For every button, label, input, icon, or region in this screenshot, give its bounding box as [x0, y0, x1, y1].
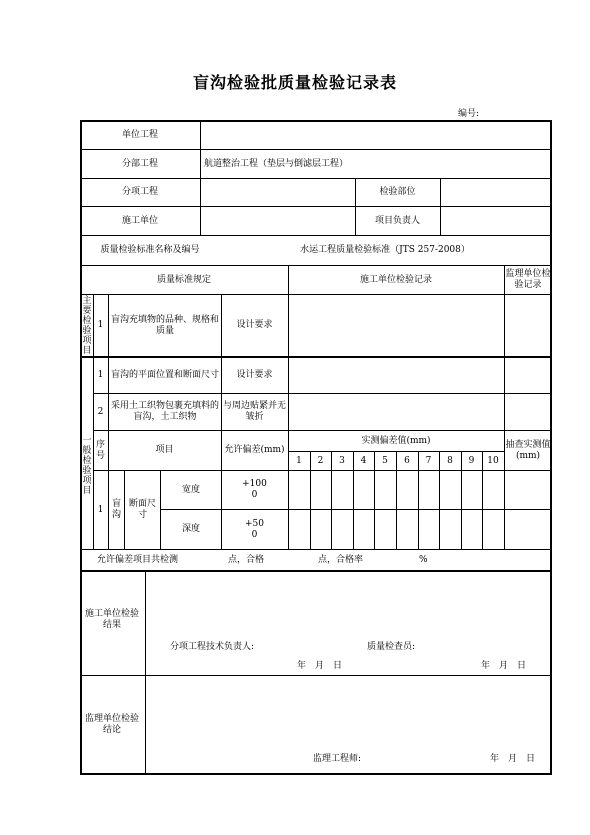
construction-date-1: 年 月 日: [297, 660, 343, 671]
group-section-size: 断面尺寸: [128, 499, 156, 520]
construction-record-header: 施工单位检验记录: [359, 274, 432, 285]
col-6: 6: [404, 455, 410, 466]
general-item-1-desc: 盲沟的平面位置和断面尺寸: [110, 369, 219, 380]
standard-value: 水运工程质量检验标准（JTS 257-2008）: [300, 245, 470, 255]
summary-text-2: 点，合格: [228, 554, 265, 565]
col-5: 5: [382, 455, 388, 466]
measured-deviation-header: 实测偏差值(mm): [361, 435, 431, 446]
summary-text-4: %: [419, 554, 428, 565]
main-item-no: 1: [97, 320, 104, 330]
sample-value-header: 抽查实测值(mm): [505, 439, 551, 461]
depth-label: 深度: [181, 524, 200, 534]
supervision-date: 年 月 日: [490, 753, 536, 764]
general-item-2-requirement: 与周边贴紧并无皱折: [222, 401, 286, 422]
project-manager-label: 项目负责人: [374, 215, 420, 226]
width-tolerance-upper: +100: [242, 479, 267, 489]
doc-number-label: 编号:: [458, 109, 480, 119]
general-item-2-desc: 采用土工织物包裹充填料的盲沟，土工织物: [110, 401, 219, 422]
deviation-row-no: 1: [97, 504, 104, 515]
col-10: 10: [487, 455, 499, 466]
main-item-requirement: 设计要求: [236, 320, 273, 330]
col-1: 1: [296, 455, 302, 466]
depth-tolerance-lower: 0: [251, 529, 258, 540]
supervision-record-header: 监理单位检验记录: [505, 269, 551, 290]
col-7: 7: [425, 455, 432, 466]
tech-lead-label: 分项工程技术负责人:: [170, 641, 255, 652]
general-item-2-no: 2: [97, 406, 104, 417]
depth-tolerance: [221, 510, 288, 549]
inspector-label: 质量检查员:: [367, 641, 416, 652]
seq-header: 序号: [95, 439, 105, 461]
sub-project-label: 分部工程: [121, 158, 158, 169]
width-tolerance: [221, 471, 288, 509]
construction-unit-label: 施工单位: [121, 215, 158, 226]
construction-date-2: 年 月 日: [481, 660, 527, 671]
depth-tolerance-upper: +50: [245, 518, 264, 529]
item-project-label: 分项工程: [121, 187, 158, 197]
general-items-section-label: 一般检验项目: [82, 436, 92, 496]
main-item-desc: 盲沟充填物的品种、规格和质量: [110, 314, 219, 336]
inspection-part-label: 检验部位: [379, 187, 416, 197]
col-9: 9: [468, 455, 475, 466]
construction-result-label: 施工单位检验结果: [84, 609, 139, 630]
general-item-1-no: 1: [97, 369, 104, 380]
main-items-section-label: 主要检验项目: [82, 296, 92, 356]
summary-text-1: 允许偏差项目共检测: [97, 554, 179, 565]
general-item-1-requirement: 设计要求: [236, 369, 273, 380]
width-label: 宽度: [181, 484, 200, 495]
page-title: 盲沟检验批质量检验记录表: [192, 73, 397, 92]
supervision-engineer-label: 监理工程师:: [313, 753, 362, 764]
unit-project-label: 单位工程: [121, 129, 158, 140]
col-3: 3: [339, 455, 345, 466]
supervision-result-label: 监理单位检验结论: [84, 714, 139, 735]
allowed-deviation-header: 允许偏差(mm): [224, 445, 285, 455]
quality-standard-header: 质量标准规定: [156, 274, 211, 285]
group-blind-ditch: 盲沟: [111, 499, 121, 520]
col-4: 4: [360, 455, 367, 466]
col-2: 2: [317, 455, 324, 466]
col-8: 8: [447, 455, 453, 466]
summary-text-3: 点，合格率: [318, 554, 364, 565]
standard-label: 质量检验标准名称及编号: [100, 245, 200, 255]
sub-project-value: 航道整治工程（垫层与倒滤层工程）: [204, 158, 349, 169]
item-header: 项目: [155, 445, 174, 455]
width-tolerance-lower: 0: [251, 490, 258, 500]
